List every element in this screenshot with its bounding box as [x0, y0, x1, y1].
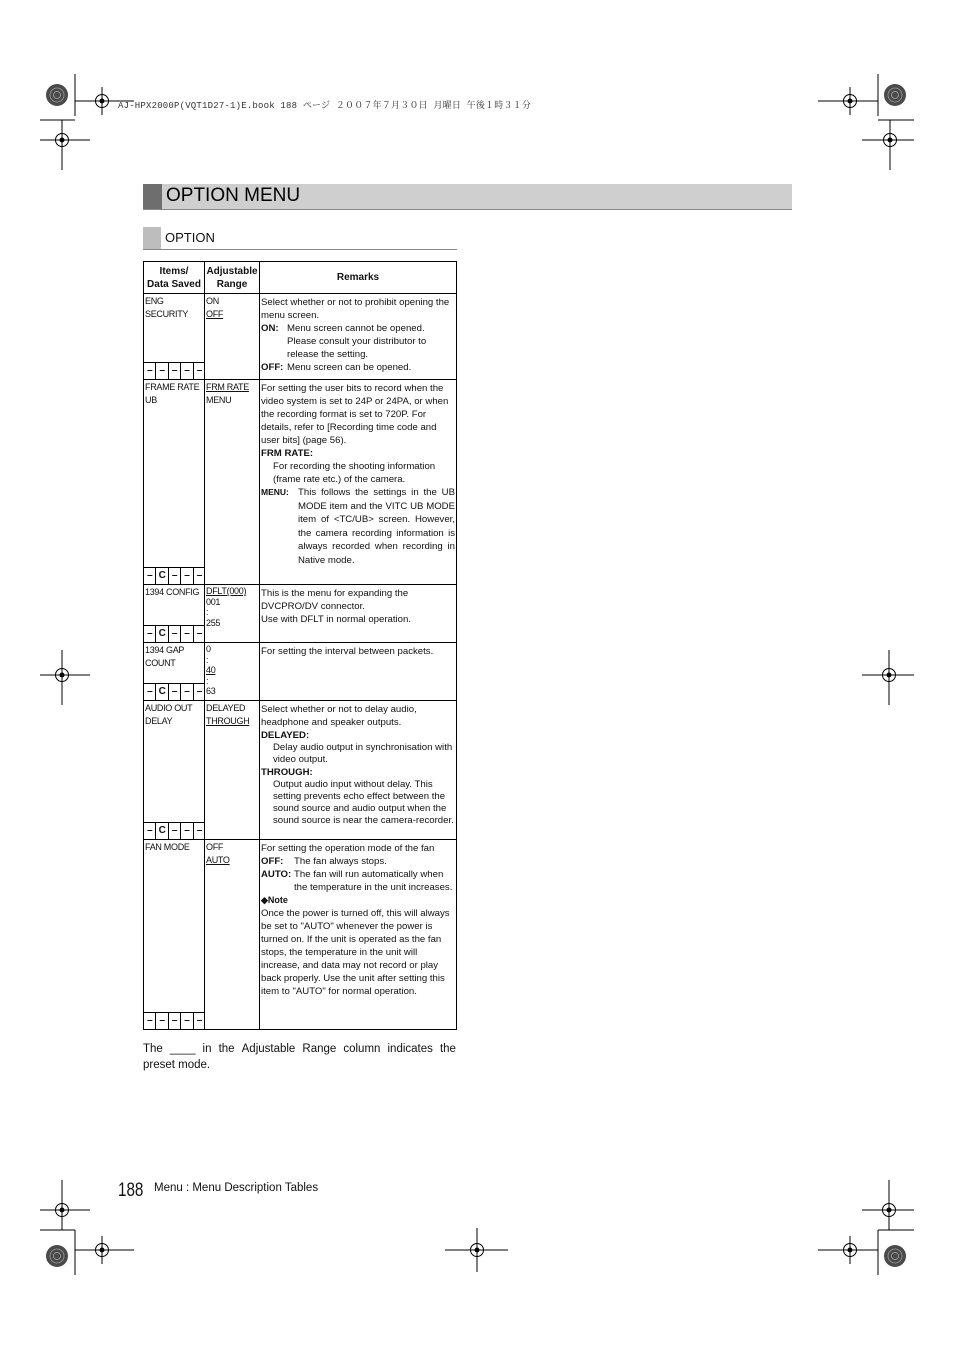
item-name: ENG SECURITY [145, 296, 189, 319]
word: Range [302, 1043, 337, 1055]
range-value: 255 [206, 617, 221, 628]
item-cell [144, 380, 205, 585]
option-text: The fan will run automatically when the temperature in the unit increases. [294, 869, 453, 893]
header-remarks: Remarks [260, 262, 457, 294]
item-name: FAN MODE [145, 842, 190, 852]
flag: – [196, 825, 202, 836]
item-name: FRAME RATE UB [145, 382, 200, 405]
subsection-accent-block [143, 227, 161, 249]
remarks-cell [260, 294, 457, 380]
item-cell [144, 585, 205, 643]
option-text: The fan always stops. [294, 856, 387, 867]
dial-mark-bottom-right [884, 1245, 906, 1267]
remarks-intro: Select whether or not to delay audio, headphone and speaker outputs. [261, 704, 417, 728]
option-text: This follows the settings in the UB MODE item and the VITC UB MODE item of <TC/UB> screen. However, the camera recording information is always recorded when recording in Native mode. [298, 487, 455, 566]
item-cell [144, 294, 205, 380]
remarks-cell [260, 585, 457, 643]
table-row [144, 585, 457, 643]
page-caption: Menu : Menu Description Tables [154, 1182, 319, 1194]
remarks-cell [260, 701, 457, 840]
option-label: MENU: [261, 487, 289, 497]
option-text: Delay audio output in synchronisation with video output. [273, 742, 453, 765]
range-value: ON [206, 296, 219, 306]
range-value: MENU [206, 395, 232, 405]
option-text: Menu screen cannot be opened. Please consult your distributor to release the setting. [287, 323, 427, 360]
range-value-preset: AUTO [206, 855, 230, 865]
flag: – [196, 628, 202, 639]
option-label: FRM RATE: [261, 448, 314, 459]
table-row [144, 380, 457, 585]
option-table [143, 261, 457, 1030]
flag: – [169, 363, 181, 379]
range-value-preset: FRM RATE [206, 382, 249, 392]
data-saved-flags [144, 625, 205, 642]
page-number: 188 [118, 1180, 144, 1201]
flag: – [144, 568, 156, 584]
dial-mark-top-right [884, 84, 906, 106]
range-value: : [206, 607, 209, 617]
data-saved-flags [144, 1012, 205, 1029]
flag: C [156, 684, 168, 700]
range-cell [205, 380, 260, 585]
option-label: OFF: [261, 856, 284, 867]
word: The [143, 1043, 163, 1055]
range-cell [205, 294, 260, 380]
item-name: AUDIO OUT DELAY [145, 703, 193, 726]
range-value-preset: THROUGH [206, 716, 250, 726]
flag: – [156, 363, 168, 379]
range-value: : [206, 654, 209, 665]
flag: – [181, 684, 193, 700]
table-row [144, 701, 457, 840]
remarks-cell [260, 380, 457, 585]
range-value: DELAYED [206, 703, 246, 713]
flag: – [196, 1015, 202, 1026]
file-header: AJ-HPX2000P(VQT1D27-1)E.book 188 ページ ２００７年７月３０日 月曜日 午後１時３１分 [118, 101, 532, 111]
note-heading: ◆Note [261, 895, 288, 905]
remarks-cell [260, 840, 457, 1030]
table-row [144, 294, 457, 380]
range-value: OFF [206, 842, 224, 852]
flag: – [181, 626, 193, 642]
option-label: DELAYED: [261, 730, 310, 741]
range-value-preset: OFF [206, 309, 224, 319]
option-text: Menu screen can be opened. [287, 362, 412, 373]
flag: – [169, 823, 181, 839]
item-cell [144, 643, 205, 701]
header-items: Items/ Data Saved [144, 262, 205, 294]
option-text: For recording the shooting information (frame rate etc.) of the camera. [273, 461, 436, 485]
footer-note-line1 [143, 1041, 456, 1057]
word: column [343, 1043, 381, 1055]
flag: – [196, 570, 202, 581]
flag: – [144, 823, 156, 839]
option-text: Output audio input without delay. This setting prevents echo effect between the sound source and audio output when the sound source is near the camera-recorder. [273, 779, 454, 826]
title-rule [143, 209, 792, 210]
word: in [202, 1043, 212, 1055]
title-accent-block [143, 184, 162, 210]
flag: – [169, 1013, 181, 1029]
range-value-preset: DFLT(000) [206, 586, 247, 596]
table-row [144, 840, 457, 1030]
flag: C [156, 626, 168, 642]
remarks-intro: For setting the operation mode of the fan [261, 843, 435, 854]
preset-underline-sample: ____ [169, 1043, 196, 1055]
item-cell [144, 840, 205, 1030]
note-text: Once the power is turned off, this will always be set to "AUTO" whenever the power is turned on. If the unit is operated as the fan stops, the temperature in the unit will increase, and data may not record or play back properly. Use the unit after setting this item to "AUTO" for normal operation. [261, 908, 450, 997]
table-row [144, 643, 457, 701]
flag: – [144, 626, 156, 642]
flag: – [196, 365, 202, 376]
flag: – [181, 823, 193, 839]
range-value-preset: 40 [206, 665, 216, 675]
remarks-text: This is the menu for expanding the DVCPRO/DV connector. [261, 588, 409, 612]
flag: – [144, 1013, 156, 1029]
dial-mark-bottom-left [46, 1245, 68, 1267]
footer-note [143, 1041, 456, 1073]
range-value: 63 [206, 686, 216, 696]
option-label: ON: [261, 323, 279, 334]
range-cell [205, 701, 260, 840]
range-cell [205, 643, 260, 701]
dial-mark-top-left [46, 84, 68, 106]
remarks-intro: Select whether or not to prohibit opening the menu screen. [261, 297, 450, 321]
option-label: AUTO: [261, 869, 292, 880]
remarks-text: For setting the interval between packets. [261, 646, 434, 657]
data-saved-flags [144, 362, 205, 379]
remarks-intro: For setting the user bits to record when the video system is set to 24P or 24PA, or when the recording format is set to 720P. For details, refer to [Recording time code and user bits] (page 56). [261, 383, 449, 446]
section-title: OPTION MENU [166, 185, 301, 206]
flag: C [156, 823, 168, 839]
item-cell [144, 701, 205, 840]
flag: – [196, 686, 202, 697]
flag: – [181, 363, 193, 379]
flag: – [144, 684, 156, 700]
word: indicates [387, 1043, 433, 1055]
word: Adjustable [241, 1043, 296, 1055]
range-cell [205, 585, 260, 643]
data-saved-flags [144, 822, 205, 839]
range-value: : [206, 675, 209, 686]
remarks-text: Use with DFLT in normal operation. [261, 614, 412, 625]
item-name: 1394 GAP COUNT [145, 645, 185, 668]
flag: – [156, 1013, 168, 1029]
footer-note-line2: preset mode. [143, 1059, 211, 1071]
word: the [439, 1043, 456, 1055]
subsection-rule [143, 249, 457, 250]
data-saved-flags [144, 567, 205, 584]
remarks-cell [260, 643, 457, 701]
flag: – [181, 1013, 193, 1029]
range-value: 0 [206, 644, 211, 654]
flag: – [169, 568, 181, 584]
table-header-row [144, 262, 457, 294]
section-title-bar [143, 184, 792, 210]
flag: C [156, 568, 168, 584]
header-range: Adjustable Range [205, 262, 260, 294]
flag: – [181, 568, 193, 584]
item-name: 1394 CONFIG [145, 587, 200, 597]
option-label: OFF: [261, 362, 284, 373]
flag: – [144, 363, 156, 379]
range-value: 001 [206, 596, 221, 607]
flag: – [169, 626, 181, 642]
subsection-title: OPTION [165, 230, 215, 245]
option-label: THROUGH: [261, 767, 313, 778]
option-table-wrapper [143, 261, 456, 1030]
data-saved-flags [144, 683, 205, 700]
word: the [218, 1043, 235, 1055]
flag: – [169, 684, 181, 700]
range-cell [205, 840, 260, 1030]
